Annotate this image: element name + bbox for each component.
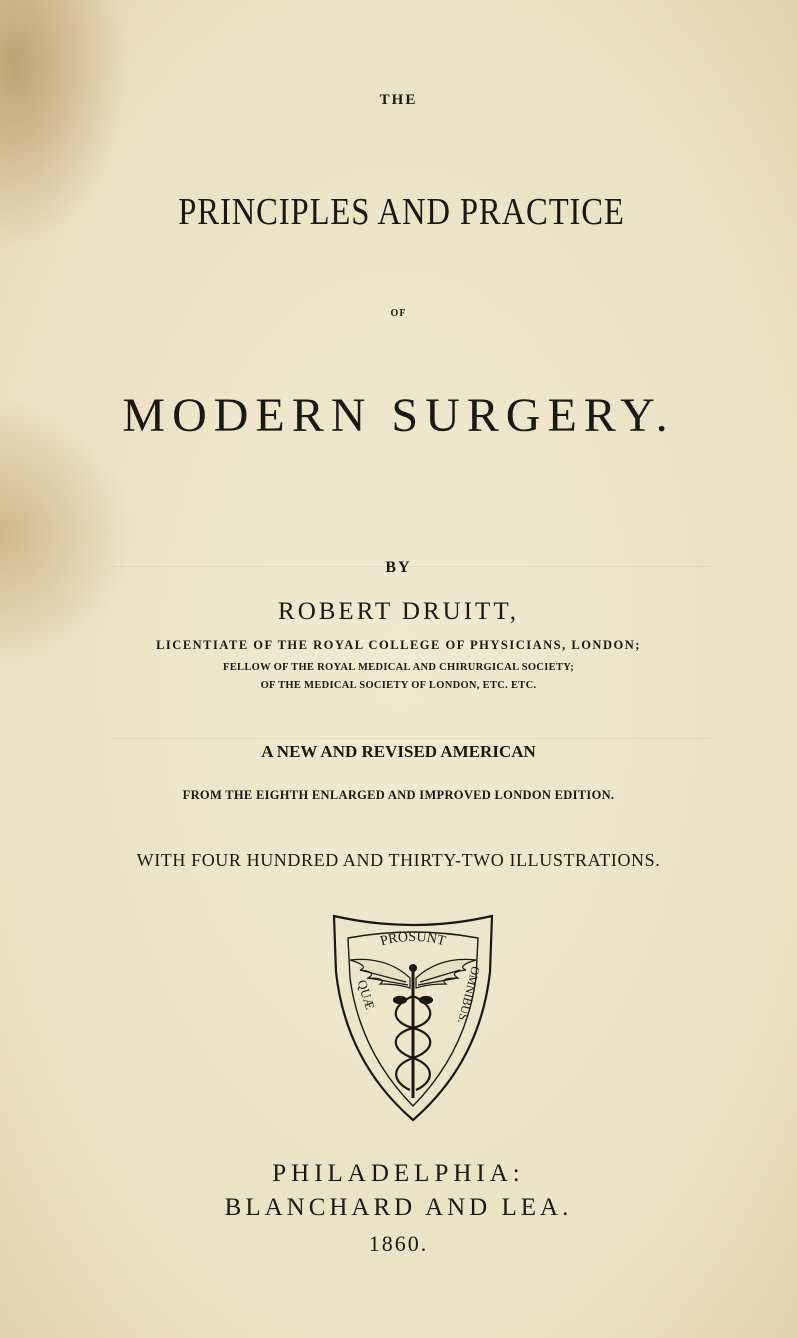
author-credential-3: OF THE MEDICAL SOCIETY OF LONDON, ETC. ETC. bbox=[260, 680, 537, 691]
edition-statement: A NEW AND REVISED AMERICAN bbox=[261, 742, 536, 761]
author-credential-2: FELLOW OF THE ROYAL MEDICAL AND CHIRURGICAL SOCIETY; bbox=[223, 662, 574, 673]
title-line-2: MODERN SURGERY. bbox=[122, 389, 675, 442]
edition-source: FROM THE EIGHTH ENLARGED AND IMPROVED LONDON EDITION. bbox=[182, 788, 615, 802]
publisher-name: BLANCHARD AND LEA. bbox=[224, 1194, 573, 1221]
emblem-motto-top: PROSUNT bbox=[378, 929, 448, 950]
faint-rule bbox=[110, 738, 710, 739]
caduceus-shield-icon bbox=[330, 912, 496, 1124]
illustrations-note: WITH FOUR HUNDRED AND THIRTY-TWO ILLUSTRATIONS. bbox=[136, 850, 661, 870]
title-of: OF bbox=[390, 308, 407, 319]
publication-city: PHILADELPHIA: bbox=[272, 1160, 525, 1187]
byline-label: BY bbox=[385, 559, 412, 576]
title-line-1: PRINCIPLES AND PRACTICE bbox=[178, 191, 625, 233]
publication-year: 1860. bbox=[368, 1231, 429, 1256]
emblem-motto-right: OMNIBUS. bbox=[455, 964, 483, 1025]
title-article: THE bbox=[379, 92, 418, 108]
author-name: ROBERT DRUITT, bbox=[278, 598, 519, 625]
author-credential-1: LICENTIATE OF THE ROYAL COLLEGE OF PHYSICIANS, LONDON; bbox=[156, 638, 641, 652]
emblem-motto-left: QUÆ bbox=[354, 977, 378, 1012]
